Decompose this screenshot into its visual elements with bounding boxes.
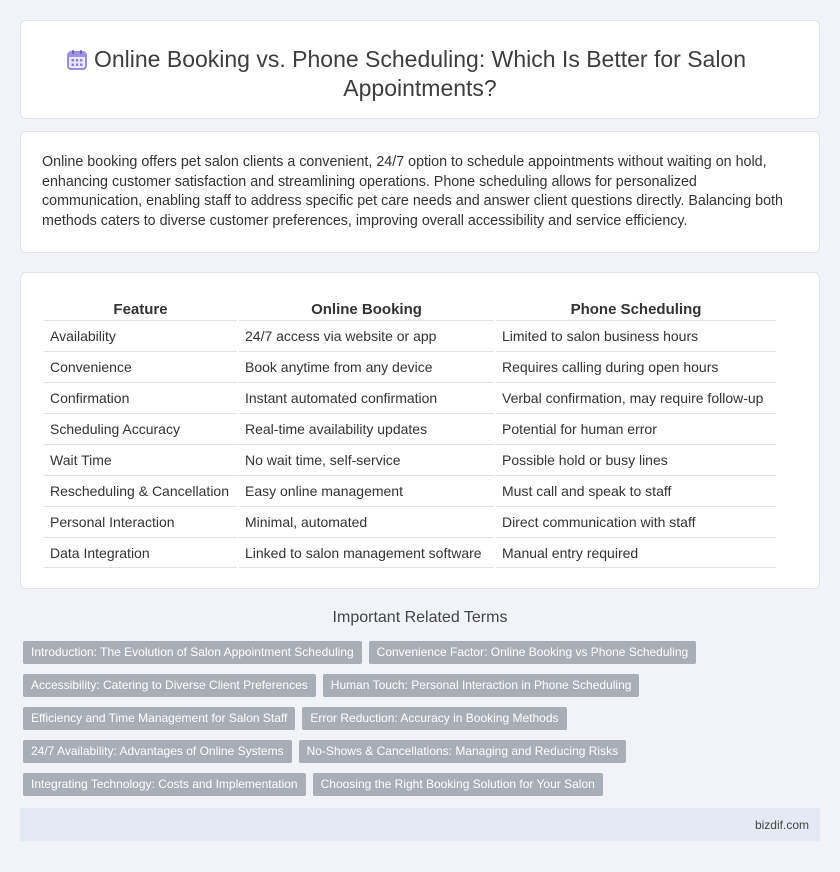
tag-row	[23, 674, 813, 697]
summary-paragraph: Online booking offers pet salon clients a convenient, 24/7 option to schedule appointments without waiting on hold, enhancing customer satisfaction and streamlining operations. Phone scheduling allows for personalized communication, enabling staff to address specific pet care needs and answer client questions directly. Balancing both methods caters to diverse customer preferences, improving overall accessibility and service efficiency.	[42, 154, 783, 229]
cell-online: No wait time, self-service	[239, 444, 494, 475]
page-title: Online Booking vs. Phone Scheduling: Which Is Better for Salon Appointments?	[93, 46, 747, 101]
cell-feature: Personal Interaction	[44, 506, 237, 537]
related-term-tag[interactable]: Accessibility: Catering to Diverse Client Preferences	[23, 674, 316, 697]
tag-row	[23, 740, 813, 763]
cell-feature: Confirmation	[44, 382, 237, 413]
cell-feature: Convenience	[44, 351, 237, 382]
cell-online: Linked to salon management software	[239, 537, 494, 568]
header-online-booking: Online Booking	[311, 300, 422, 318]
cell-phone: Limited to salon business hours	[496, 320, 776, 351]
table-row	[44, 320, 776, 351]
cell-phone: Manual entry required	[496, 537, 776, 568]
related-term-tag[interactable]: Integrating Technology: Costs and Implementation	[23, 773, 306, 796]
comparison-card	[20, 272, 820, 589]
cell-online: Real-time availability updates	[239, 413, 494, 444]
table-header-row	[44, 294, 776, 320]
cell-phone: Possible hold or busy lines	[496, 444, 776, 475]
cell-feature: Scheduling Accuracy	[44, 413, 237, 444]
cell-online: Minimal, automated	[239, 506, 494, 537]
cell-phone: Verbal confirmation, may require follow-up	[496, 382, 776, 413]
cell-online: Book anytime from any device	[239, 351, 494, 382]
header-feature: Feature	[113, 300, 168, 318]
table-row	[44, 351, 776, 382]
related-term-tag[interactable]: Error Reduction: Accuracy in Booking Methods	[302, 707, 566, 730]
related-term-tag[interactable]: Introduction: The Evolution of Salon Appointment Scheduling	[23, 641, 362, 664]
related-term-tag[interactable]: Convenience Factor: Online Booking vs Phone Scheduling	[369, 641, 697, 664]
cell-feature: Data Integration	[44, 537, 237, 568]
tag-row	[23, 773, 813, 796]
comparison-table	[42, 294, 778, 568]
tag-row	[23, 641, 813, 664]
title-card	[20, 20, 820, 119]
table-row	[44, 382, 776, 413]
footer	[20, 808, 820, 841]
related-terms-heading: Important Related Terms	[332, 609, 508, 626]
header-phone-scheduling: Phone Scheduling	[570, 300, 702, 318]
summary-card	[20, 131, 820, 253]
related-term-tag[interactable]: 24/7 Availability: Advantages of Online Systems	[23, 740, 292, 763]
footer-site-link[interactable]: bizdif.com	[754, 818, 809, 832]
related-term-tag[interactable]: Human Touch: Personal Interaction in Phone Scheduling	[323, 674, 640, 697]
table-row	[44, 413, 776, 444]
related-term-tag[interactable]: No-Shows & Cancellations: Managing and Reducing Risks	[299, 740, 627, 763]
cell-phone: Direct communication with staff	[496, 506, 776, 537]
cell-phone: Must call and speak to staff	[496, 475, 776, 506]
table-row	[44, 537, 776, 568]
cell-phone: Requires calling during open hours	[496, 351, 776, 382]
related-terms-list	[23, 641, 813, 806]
table-row	[44, 475, 776, 506]
cell-feature: Wait Time	[44, 444, 237, 475]
related-term-tag[interactable]: Choosing the Right Booking Solution for Your Salon	[313, 773, 603, 796]
tag-row	[23, 707, 813, 730]
table-row	[44, 444, 776, 475]
cell-online: Instant automated confirmation	[239, 382, 494, 413]
cell-feature: Availability	[44, 320, 237, 351]
cell-phone: Potential for human error	[496, 413, 776, 444]
table-row	[44, 506, 776, 537]
cell-feature: Rescheduling & Cancellation	[44, 475, 237, 506]
cell-online: Easy online management	[239, 475, 494, 506]
cell-online: 24/7 access via website or app	[239, 320, 494, 351]
related-term-tag[interactable]: Efficiency and Time Management for Salon Staff	[23, 707, 295, 730]
